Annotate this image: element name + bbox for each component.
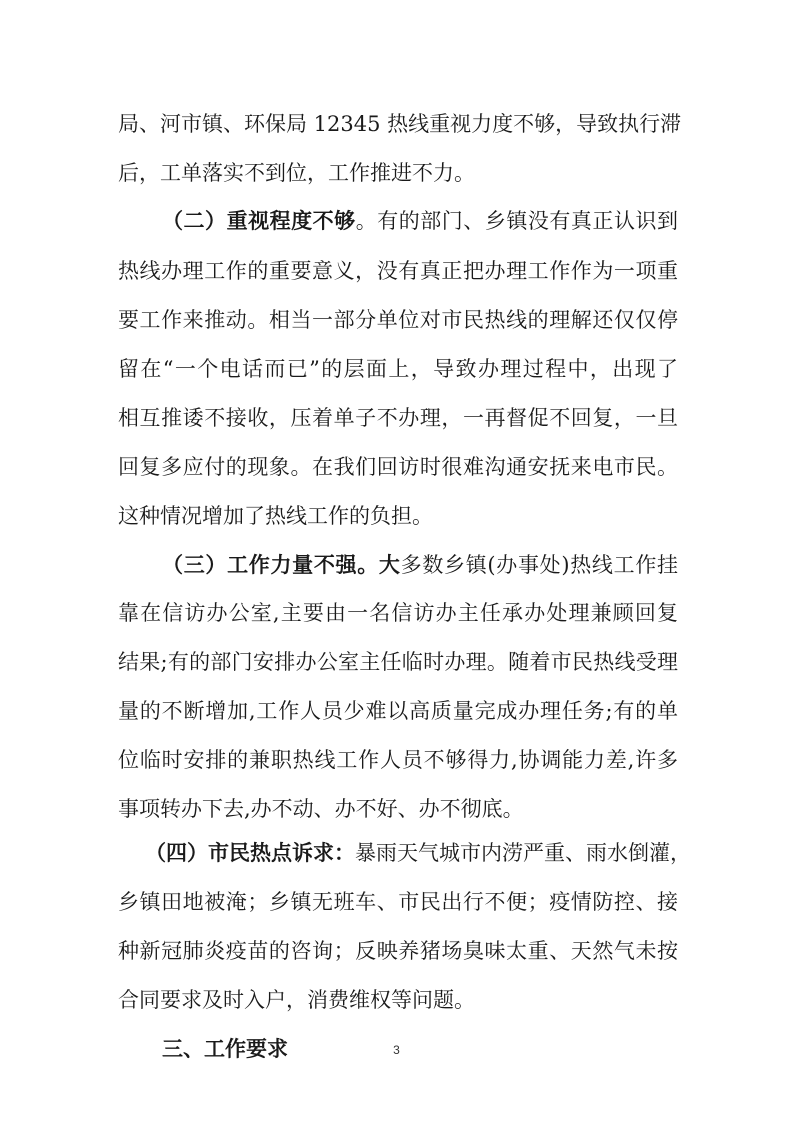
text-segment: 乡镇田地被淹；乡镇无班车、市民出行不便；疫情防控、接 (118, 889, 678, 914)
text-segment: 回复多应付的现象。在我们回访时很难沟通安抚来电市民。 (118, 454, 678, 479)
section-heading-bold: （二）重视程度不够 (162, 208, 356, 234)
text-line (118, 110, 682, 138)
text-segment: 位临时安排的兼职热线工作人员不够得力,协调能力差,许多 (118, 748, 678, 773)
text-line (118, 795, 524, 823)
text-line (118, 404, 678, 432)
text-line (118, 986, 475, 1014)
text-line (118, 159, 475, 187)
text-line (118, 888, 678, 916)
page-number: 3 (393, 1043, 400, 1057)
text-segment: 事项转办下去,办不动、办不好、办不彻底。 (118, 796, 524, 821)
section-heading-bold: （四）市民热点诉求： (145, 840, 355, 866)
text-line (118, 306, 678, 334)
section-heading-line (162, 551, 678, 579)
text-line (118, 502, 433, 530)
text-segment: 。有的部门、乡镇没有真正认识到 (355, 209, 679, 234)
text-line (118, 746, 678, 774)
text-line (118, 453, 678, 481)
text-segment: 留在“一个电话而已”的层面上，导致办理过程中，出现了 (118, 356, 678, 381)
text-segment: 后，工单落实不到位，工作推进不力。 (118, 160, 475, 185)
text-segment: 靠在信访办公室,主要由一名信访办主任承办处理兼顾回复 (118, 601, 678, 626)
text-segment: 热线办理工作的重要意义，没有真正把办理工作作为一项重 (118, 259, 678, 284)
text-segment: 暴雨天气城市内涝严重、雨水倒灌， (355, 841, 691, 866)
text-segment: 量的不断增加,工作人员少难以高质量完成办理任务;有的单 (118, 699, 678, 724)
text-line (118, 355, 678, 383)
section-heading-line (162, 207, 678, 235)
text-line (118, 937, 678, 965)
chapter-heading: 三、工作要求 (162, 1035, 288, 1061)
text-segment: 合同要求及时入户，消费维权等问题。 (118, 987, 475, 1012)
text-line (118, 697, 678, 725)
text-line (118, 257, 678, 285)
text-segment: 这种情况增加了热线工作的负担。 (118, 503, 433, 528)
text-segment: 种新冠肺炎疫苗的咨询；反映养猪场臭味太重、天然气未按 (118, 938, 678, 963)
text-segment: 相互推诿不接收，压着单子不办理，一再督促不回复，一旦 (118, 405, 678, 430)
text-segment: 局、河市镇、环保局 12345 热线重视力度不够，导致执行滞 (118, 111, 682, 136)
section-heading-bold: （三）工作力量不强。大 (162, 551, 401, 577)
text-line (118, 599, 678, 627)
section-heading-line (145, 839, 691, 867)
text-segment: 要工作来推动。相当一部分单位对市民热线的理解还仅仅停 (118, 308, 678, 333)
text-segment: 结果;有的部门安排办公室主任临时办理。随着市民热线受理 (118, 650, 678, 675)
text-segment: 多数乡镇(办事处)热线工作挂 (400, 552, 679, 577)
text-line (118, 648, 678, 676)
